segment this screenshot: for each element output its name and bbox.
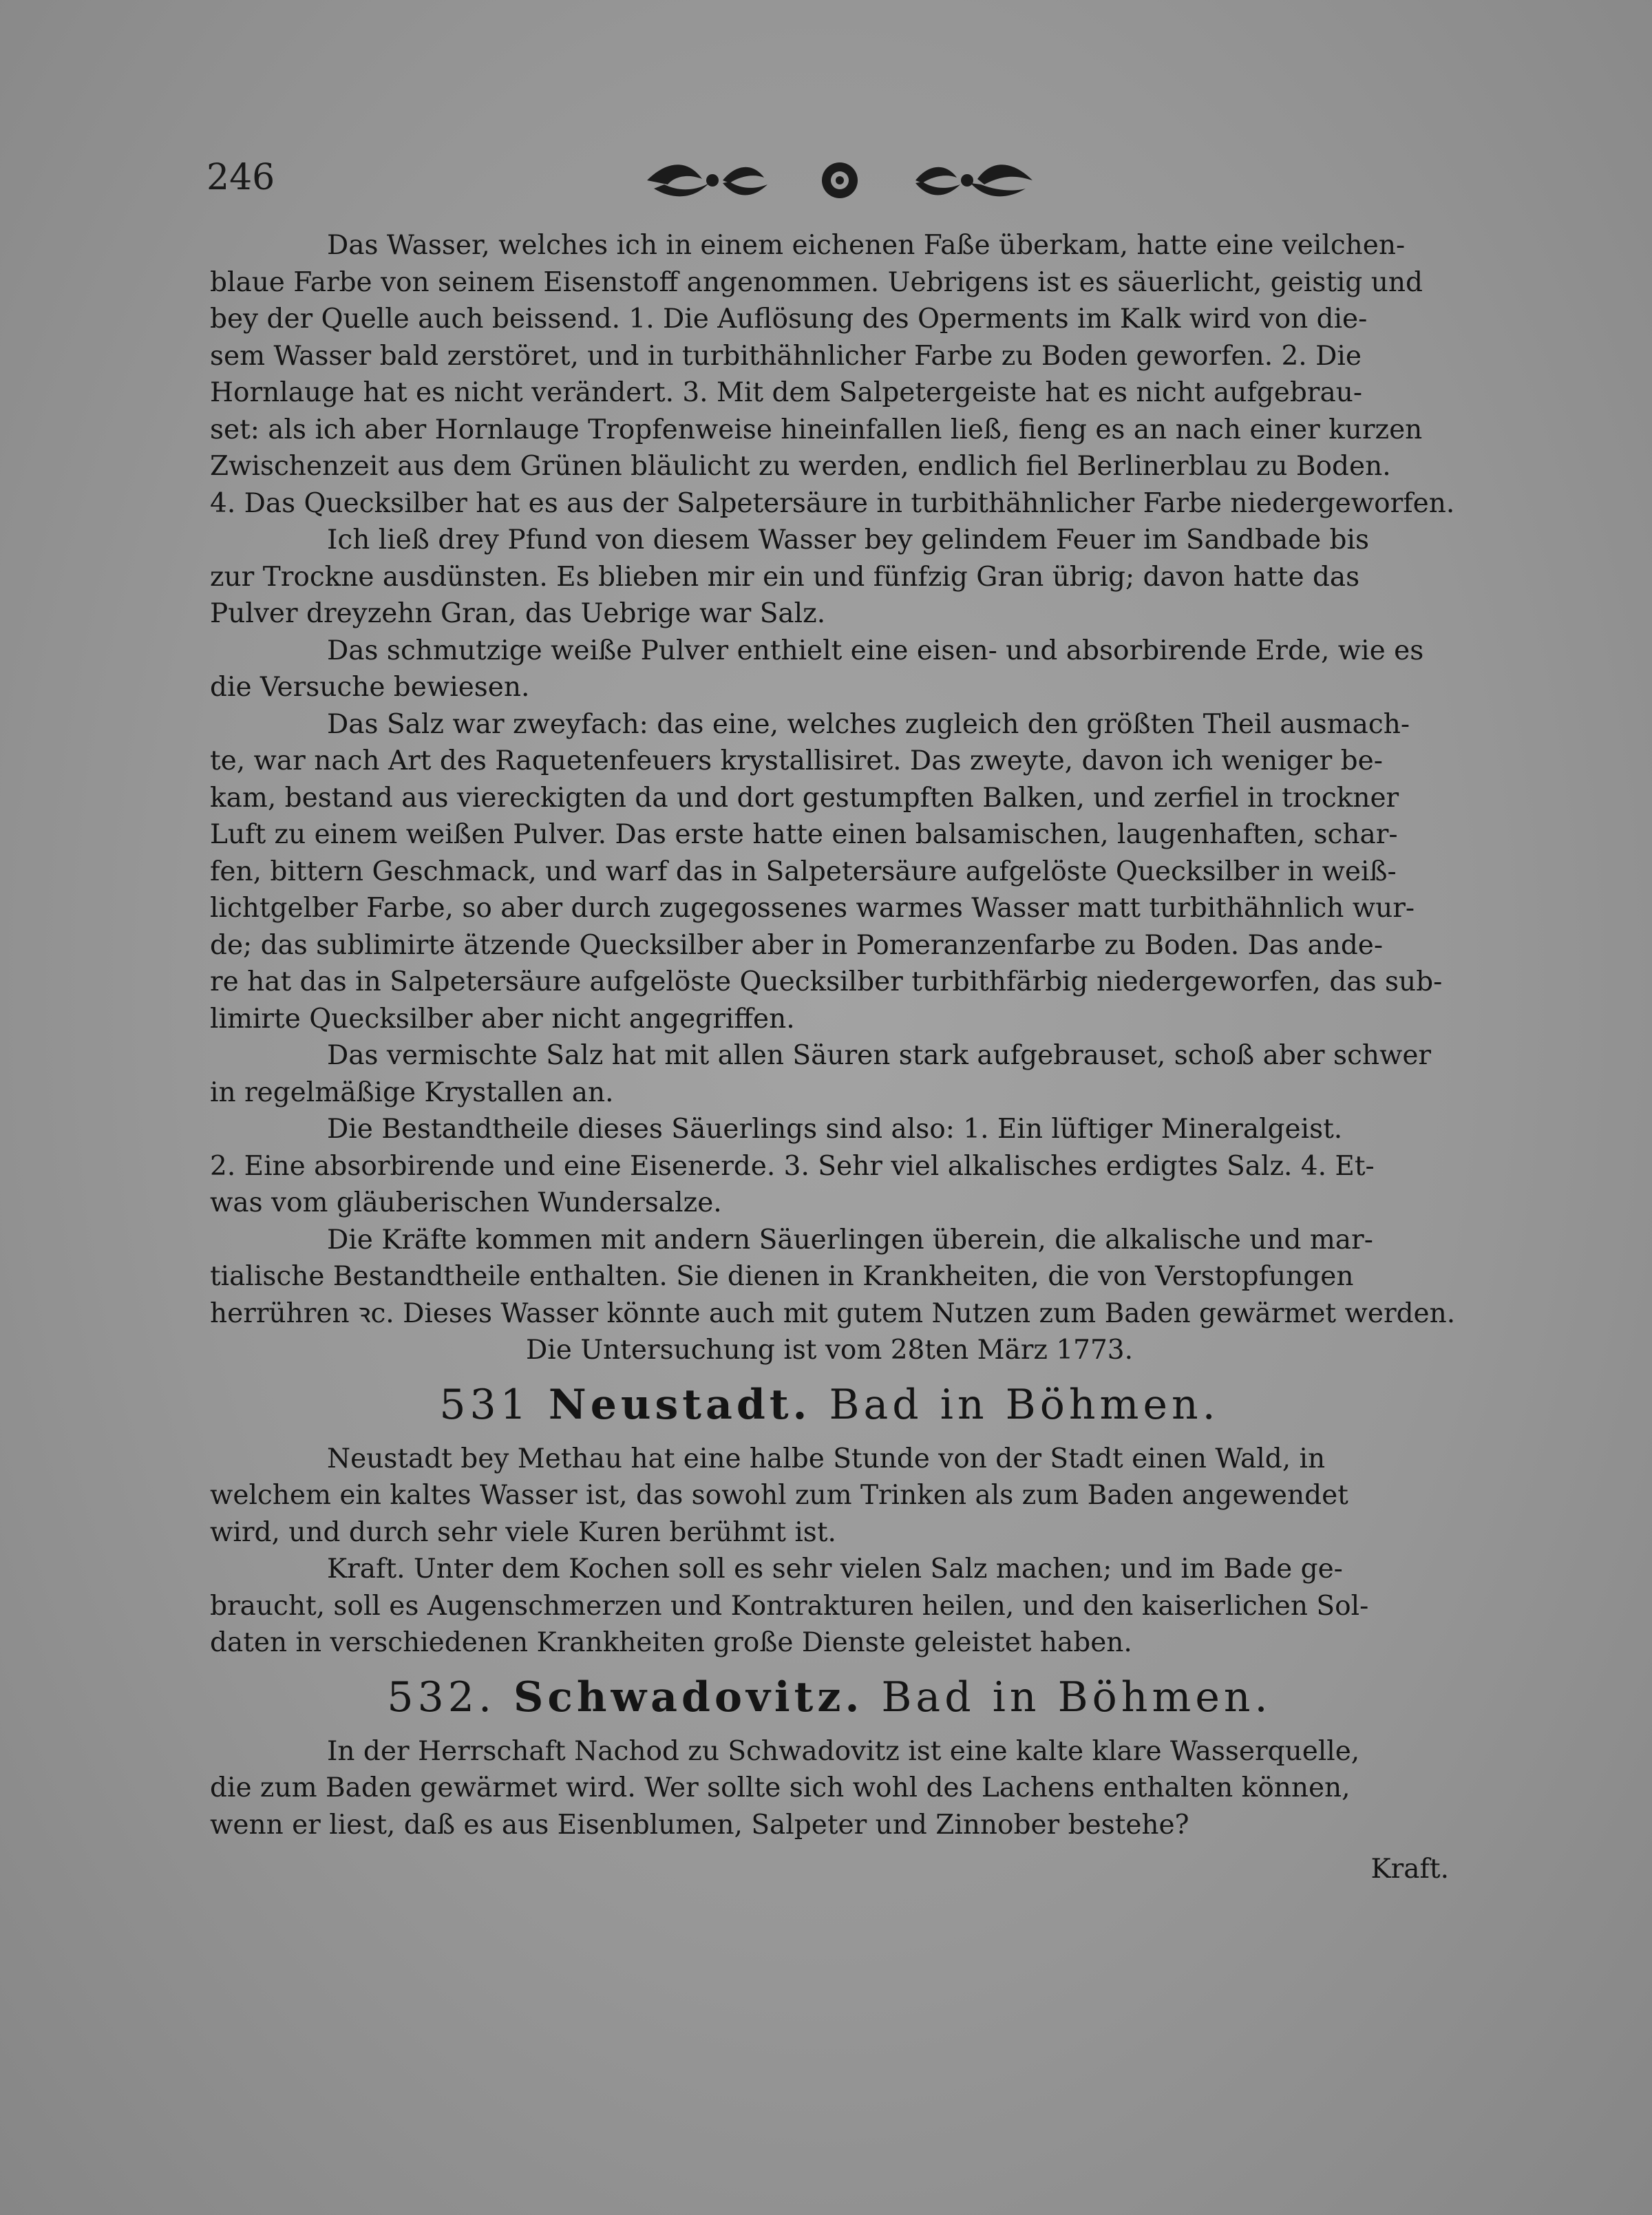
text-line: was vom gläuberischen Wundersalze. (210, 1187, 722, 1218)
page-header (200, 153, 1439, 208)
floral-ornament-icon (626, 153, 1053, 208)
text-line: set: als ich aber Hornlauge Tropfenweise hineinfallen ließ, fieng es an nach einer kurzen (210, 414, 1423, 445)
section-subtitle: Bad in Böhmen. (829, 1380, 1220, 1429)
text-line: blaue Farbe von seinem Eisenstoff angenommen. Uebrigens ist es säuerlicht, geistig und (210, 266, 1423, 298)
text-line: in regelmäßige Krystallen an. (210, 1077, 614, 1108)
text-line: Die Bestandtheile dieses Säuerlings sind also: 1. Ein lüftiger Mineralgeist. (327, 1114, 1343, 1145)
text-line: lichtgelber Farbe, so aber durch zugegossenes warmes Wasser matt turbithähnlich wur- (210, 893, 1415, 924)
text-line: Kraft. Unter dem Kochen soll es sehr vielen Salz machen; und im Bade ge- (327, 1554, 1343, 1585)
text-line: 2. Eine absorbirende und eine Eisenerde. 3. Sehr viel alkalisches erdigtes Salz. 4. Et- (210, 1150, 1375, 1182)
text-line: Neustadt bey Methau hat eine halbe Stunde von der Stadt einen Wald, in (327, 1443, 1326, 1474)
section-number: 531 (439, 1380, 531, 1429)
text-line: herrühren ꝛc. Dieses Wasser könnte auch mit gutem Nutzen zum Baden gewärmet werden. (210, 1297, 1456, 1329)
text-line: wenn er liest, daß es aus Eisenblumen, Salpeter und Zinnober bestehe? (210, 1809, 1189, 1841)
section-place-name: Neustadt. (548, 1380, 812, 1429)
text-line: Die Untersuchung ist vom 28ten März 1773. (525, 1335, 1134, 1366)
text-line: Das Salz war zweyfach: das eine, welches zugleich den größten Theil ausmach- (327, 708, 1410, 740)
section-subtitle: Bad in Böhmen. (881, 1673, 1272, 1721)
text-line: wird, und durch sehr viele Kuren berühmt ist. (210, 1516, 836, 1548)
text-line: Luft zu einem weißen Pulver. Das erste hatte einen balsamischen, laugenhaften, schar- (210, 819, 1398, 850)
text-line: tialische Bestandtheile enthalten. Sie dienen in Krankheiten, die von Verstopfungen (210, 1261, 1354, 1292)
page-number: 246 (206, 157, 275, 198)
text-line: die Versuche bewiesen. (210, 672, 530, 703)
text-line: Das vermischte Salz hat mit allen Säuren stark aufgebrauset, schoß aber schwer (327, 1040, 1432, 1071)
text-line: Ich ließ drey Pfund von diesem Wasser bey gelindem Feuer im Sandbade bis (327, 524, 1370, 555)
text-line: kam, bestand aus viereckigten da und dort gestumpften Balken, und zerfiel in trockner (210, 782, 1399, 814)
text-line: Zwischenzeit aus dem Grünen bläulicht zu werden, endlich fiel Berlinerblau zu Boden. (210, 451, 1391, 482)
text-line: zur Trockne ausdünsten. Es blieben mir ein und fünfzig Gran übrig; davon hatte das (210, 561, 1360, 593)
text-line: Das schmutzige weiße Pulver enthielt eine eisen- und absorbirende Erde, wie es (327, 635, 1424, 666)
text-line: de; das sublimirte ätzende Quecksilber aber in Pomeranzenfarbe zu Boden. Das ande- (210, 929, 1384, 961)
section-heading-531 (210, 1369, 1449, 1441)
text-line: Hornlauge hat es nicht verändert. 3. Mit dem Salpetergeiste hat es nicht aufgebrau- (210, 377, 1362, 408)
text-line: Pulver dreyzehn Gran, das Uebrige war Salz. (210, 598, 826, 629)
section-place-name: Schwadovitz. (513, 1673, 864, 1721)
text-line: braucht, soll es Augenschmerzen und Kontrakturen heilen, und den kaiserlichen Sol- (210, 1590, 1369, 1622)
text-line: re hat das in Salpetersäure aufgelöste Quecksilber turbithfärbig niedergeworfen, das sub- (210, 966, 1443, 997)
text-line: fen, bittern Geschmack, und warf das in Salpetersäure aufgelöste Quecksilber in weiß- (210, 856, 1397, 887)
text-line: 4. Das Quecksilber hat es aus der Salpetersäure in turbithähnlicher Farbe niedergeworfen. (210, 487, 1455, 519)
text-line: limirte Quecksilber aber nicht angegriffen. (210, 1003, 795, 1035)
text-line: welchem ein kaltes Wasser ist, das sowohl zum Trinken als zum Baden angewendet (210, 1480, 1348, 1511)
section-number: 532. (387, 1673, 496, 1721)
text-line: Das Wasser, welches ich in einem eichenen Faße überkam, hatte eine veilchen- (327, 230, 1406, 261)
page-text (210, 227, 1456, 1885)
text-line: bey der Quelle auch beissend. 1. Die Auflösung des Operments im Kalk wird von die- (210, 304, 1368, 335)
text-line: te, war nach Art des Raquetenfeuers krystallisiret. Das zweyte, davon ich weniger be- (210, 745, 1383, 776)
text-line: Die Kräfte kommen mit andern Säuerlingen überein, die alkalische und mar- (327, 1224, 1373, 1255)
catchword: Kraft. (1370, 1854, 1449, 1885)
section-heading-532 (210, 1662, 1449, 1733)
text-line: In der Herrschaft Nachod zu Schwadovitz ist eine kalte klare Wasserquelle, (327, 1735, 1360, 1767)
text-line: sem Wasser bald zerstöret, und in turbithähnlicher Farbe zu Boden geworfen. 2. Die (210, 340, 1362, 372)
text-line: die zum Baden gewärmet wird. Wer sollte sich wohl des Lachens enthalten können, (210, 1772, 1351, 1803)
text-line: daten in verschiedenen Krankheiten große Dienste geleistet haben. (210, 1627, 1132, 1658)
